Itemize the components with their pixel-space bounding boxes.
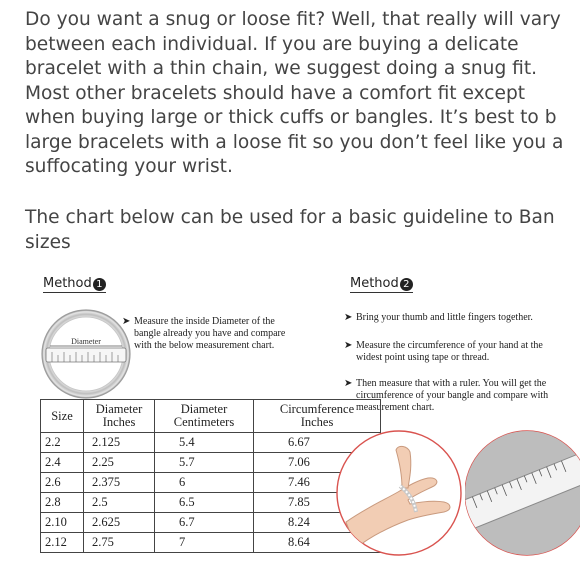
method2-note-line: circumference of your bangle and compare with <box>356 390 549 401</box>
method2-number-badge: 2 <box>400 278 413 291</box>
cell-size: 2.6 <box>41 473 84 493</box>
cell-diameter-inches: 2.75 <box>84 533 155 553</box>
cell-diameter-inches: 2.125 <box>84 433 155 453</box>
arrow-bullet-icon: ➤ <box>344 340 353 351</box>
cell-size: 2.2 <box>41 433 84 453</box>
header-line: Diameter <box>95 402 143 416</box>
header-size: Size <box>41 400 84 433</box>
method1-note-line: bangle already you have and compare <box>134 328 286 339</box>
method2-note-3 <box>344 378 549 414</box>
method2-note-line: widest point using tape or thread. <box>356 352 490 363</box>
method2-note-line: Then measure that with a ruler. You will get the <box>356 378 547 389</box>
table-row <box>41 493 381 513</box>
method1-note-line: with the below measurement chart. <box>134 340 275 351</box>
guide-line: sizes <box>25 231 71 253</box>
cell-diameter-inches: 2.375 <box>84 473 155 493</box>
bangle-diameter-illustration <box>40 308 132 400</box>
intro-line: Most other bracelets should have a comfort fit except <box>25 82 526 104</box>
method2-note-line: measurement chart. <box>356 402 435 413</box>
table-row <box>41 433 381 453</box>
cell-size: 2.10 <box>41 513 84 533</box>
method2-title <box>350 276 413 293</box>
cell-circumference: 7.06 <box>254 453 381 473</box>
cell-circumference: 8.64 <box>254 533 381 553</box>
header-line: Inches <box>102 415 136 429</box>
ruler-measure-illustration <box>465 430 580 556</box>
table-row <box>41 533 381 553</box>
cell-diameter-cm: 5.4 <box>155 433 254 453</box>
diameter-label: Diameter <box>71 337 101 346</box>
cell-diameter-cm: 5.7 <box>155 453 254 473</box>
method1-title-text: Method <box>43 276 92 291</box>
method1-note-line: Measure the inside Diameter of the <box>134 316 275 327</box>
header-line: Centimeters <box>173 415 235 429</box>
cell-circumference: 7.46 <box>254 473 381 493</box>
hand-measuring-illustration <box>336 430 462 556</box>
intro-line: between each individual. If you are buying a delicate <box>25 33 519 55</box>
cell-diameter-cm: 6.7 <box>155 513 254 533</box>
cell-size: 2.12 <box>41 533 84 553</box>
method2-title-text: Method <box>350 276 399 291</box>
method2-note-2 <box>344 340 543 364</box>
intro-line: Do you want a snug or loose fit? Well, that really will vary <box>25 9 561 30</box>
header-diameter-inches <box>84 400 155 433</box>
bangle-size-table <box>40 399 381 553</box>
method2-note-1 <box>344 312 533 324</box>
method2-note-line: Measure the circumference of your hand at the <box>356 340 543 351</box>
header-line: Inches <box>300 415 334 429</box>
cell-diameter-inches: 2.5 <box>84 493 155 513</box>
header-diameter-centimeters <box>155 400 254 433</box>
cell-size: 2.4 <box>41 453 84 473</box>
cell-circumference: 7.85 <box>254 493 381 513</box>
method1-note <box>122 316 286 352</box>
cell-diameter-cm: 6 <box>155 473 254 493</box>
cell-diameter-inches: 2.25 <box>84 453 155 473</box>
guide-line: The chart below can be used for a basic guideline to Ban <box>25 207 555 228</box>
method1-number-badge: 1 <box>93 278 106 291</box>
cell-diameter-inches: 2.625 <box>84 513 155 533</box>
intro-line: suffocating your wrist. <box>25 156 233 177</box>
arrow-bullet-icon: ➤ <box>122 316 131 327</box>
method1-title <box>43 276 106 293</box>
cell-diameter-cm: 6.5 <box>155 493 254 513</box>
table-row <box>41 513 381 533</box>
intro-line: bracelet with a thin chain, we suggest doing a snug fit. <box>25 58 538 79</box>
header-line: Circumference <box>279 402 355 416</box>
intro-paragraph <box>25 8 580 180</box>
intro-line: large bracelets with a loose fit so you don’t feel like you a <box>25 131 564 153</box>
table-header-row <box>41 400 381 433</box>
table-row <box>41 453 381 473</box>
cell-circumference: 6.67 <box>254 433 381 453</box>
header-circumference-inches <box>254 400 381 433</box>
header-line: Diameter <box>180 402 228 416</box>
arrow-bullet-icon: ➤ <box>344 378 353 389</box>
method2-note-line: Bring your thumb and little fingers together. <box>356 312 533 323</box>
intro-line: when buying large or thick cuffs or bangles. It’s best to b <box>25 107 557 128</box>
arrow-bullet-icon: ➤ <box>344 312 353 323</box>
cell-size: 2.8 <box>41 493 84 513</box>
cell-circumference: 8.24 <box>254 513 381 533</box>
table-row <box>41 473 381 493</box>
cell-diameter-cm: 7 <box>155 533 254 553</box>
guide-paragraph <box>25 206 580 255</box>
